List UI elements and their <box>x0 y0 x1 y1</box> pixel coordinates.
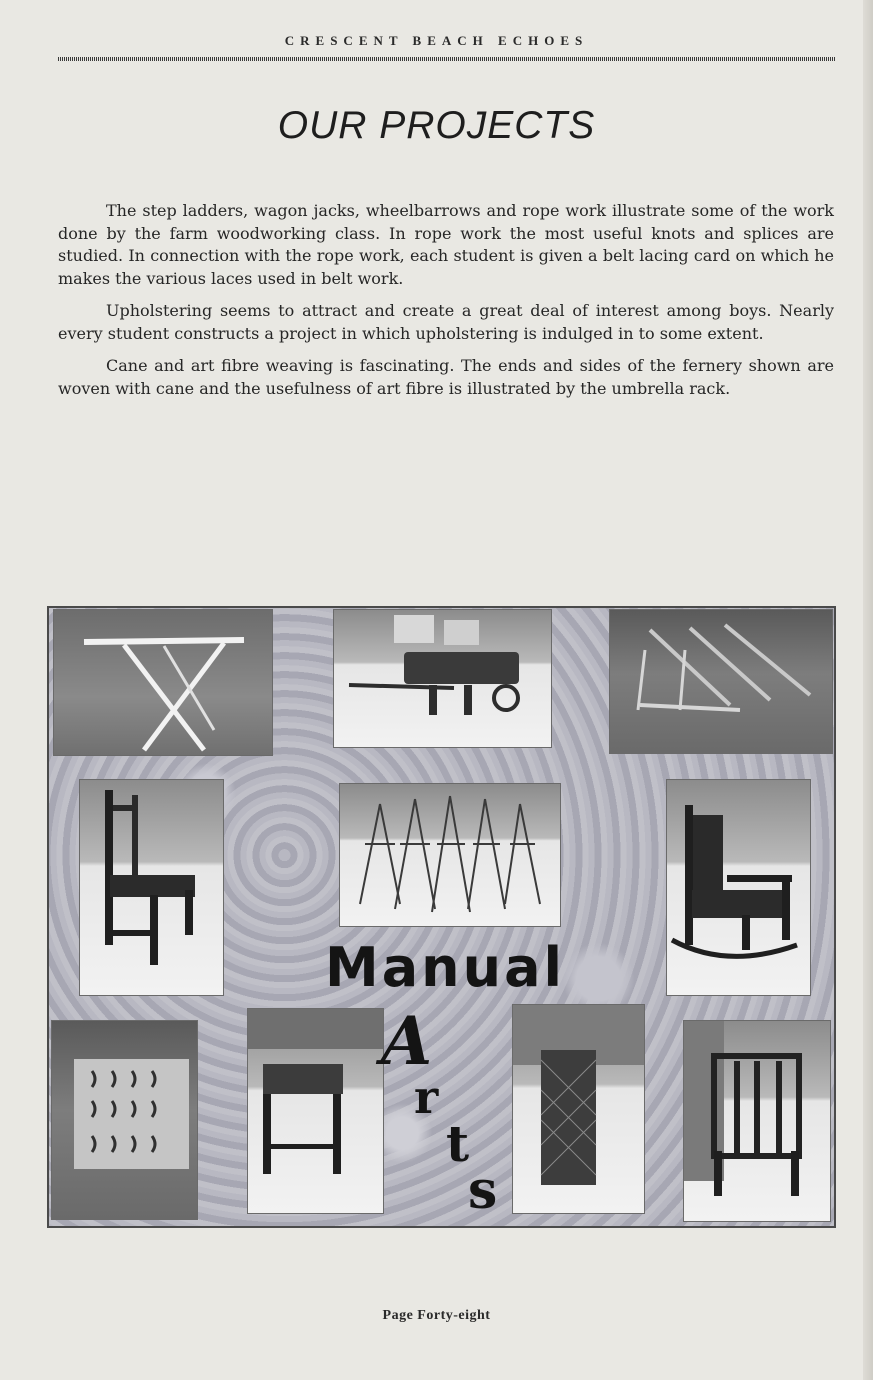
header-rule <box>58 57 836 61</box>
arts-letter-a: A <box>381 1002 433 1080</box>
manual-lettering: Manual <box>325 936 566 999</box>
arts-letter-r: r <box>414 1070 439 1124</box>
photo-side-chair <box>79 779 224 996</box>
rope-board-illustration <box>52 1021 197 1219</box>
photo-fernery <box>247 1008 384 1214</box>
photo-step-ladders-rack <box>609 609 833 754</box>
chair-frame-illustration <box>684 1021 830 1221</box>
article-body <box>58 200 834 410</box>
page-title: OUR PROJECTS <box>277 104 596 147</box>
wheelbarrow-illustration <box>334 610 551 747</box>
photo-umbrella-rack <box>512 1004 645 1214</box>
ladder-rack-illustration <box>610 610 832 753</box>
arts-letter-s: s <box>468 1160 498 1221</box>
photo-wheelbarrow <box>333 609 552 748</box>
umbrella-rack-illustration <box>513 1005 644 1213</box>
photo-rocking-chair <box>666 779 811 996</box>
step-ladders-illustration <box>340 784 560 926</box>
wagon-jack-illustration <box>54 610 272 755</box>
paragraph-upholstering: Upholstering seems to attract and create a great deal of interest among boys. Nearly every student constructs a project in which upholstering is indulged in to some extent. <box>58 301 834 343</box>
photo-wagon-jack <box>53 609 273 756</box>
photo-chair-frame <box>683 1020 831 1222</box>
arts-letter-t: t <box>446 1114 470 1173</box>
page-number: Page Forty-eight <box>382 1308 491 1323</box>
photo-step-ladders <box>339 783 561 927</box>
paragraph-ladders: The step ladders, wagon jacks, wheelbarrows and rope work illustrate some of the work done by the farm woodworking class. In rope work the most useful knots and splices are studied. In connection with the rope work, each student is given a belt lacing card on which he makes the various laces used in belt work. <box>58 201 834 288</box>
rocking-chair-illustration <box>667 780 810 995</box>
fernery-illustration <box>248 1009 383 1213</box>
photo-rope-work-board <box>51 1020 198 1220</box>
page-edge <box>863 0 873 1380</box>
side-chair-illustration <box>80 780 223 995</box>
paragraph-weaving: Cane and art fibre weaving is fascinating. The ends and sides of the fernery shown are woven with cane and the usefulness of art fibre is illustrated by the umbrella rack. <box>58 356 834 398</box>
running-head: CRESCENT BEACH ECHOES <box>284 33 589 48</box>
